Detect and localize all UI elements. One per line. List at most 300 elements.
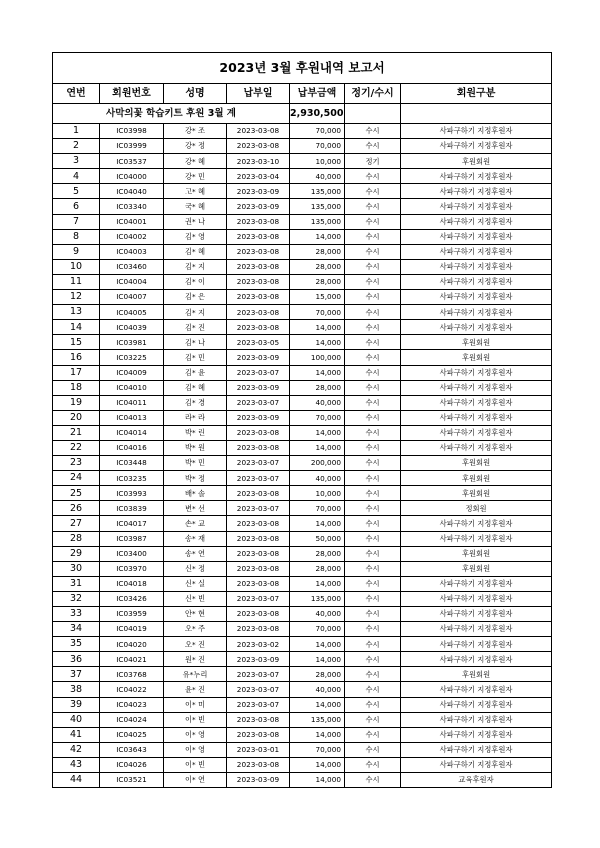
- row-number: 34: [53, 622, 100, 637]
- payment-type: 수시: [345, 561, 401, 576]
- payment-type: 수시: [345, 531, 401, 546]
- payment-date: 2023-03-08: [227, 486, 290, 501]
- member-name: 박* 정: [164, 471, 227, 486]
- member-id: IC04005: [100, 305, 164, 320]
- payment-date: 2023-03-09: [227, 199, 290, 214]
- member-id: IC04010: [100, 380, 164, 395]
- member-name: 김* 혜: [164, 244, 227, 259]
- member-name: 김* 이: [164, 274, 227, 289]
- member-id: IC04021: [100, 652, 164, 667]
- row-number: 42: [53, 742, 100, 757]
- member-id: IC04014: [100, 425, 164, 440]
- member-category: 후원회원: [401, 471, 552, 486]
- table-row: [53, 380, 552, 395]
- table-row: [53, 169, 552, 184]
- payment-date: 2023-03-05: [227, 335, 290, 350]
- table-row: [53, 259, 552, 274]
- payment-type: 수시: [345, 546, 401, 561]
- payment-date: 2023-03-07: [227, 395, 290, 410]
- table-row: [53, 622, 552, 637]
- column-header: 연번: [53, 84, 100, 104]
- payment-amount: 40,000: [290, 607, 345, 622]
- row-number: 10: [53, 259, 100, 274]
- table-row: [53, 395, 552, 410]
- payment-amount: 14,000: [290, 757, 345, 772]
- member-name: 김* 은: [164, 290, 227, 305]
- member-name: 김* 지: [164, 305, 227, 320]
- payment-date: 2023-03-08: [227, 244, 290, 259]
- table-row: [53, 561, 552, 576]
- table-row: [53, 757, 552, 772]
- payment-date: 2023-03-07: [227, 456, 290, 471]
- member-id: IC03999: [100, 139, 164, 154]
- payment-type: 수시: [345, 410, 401, 425]
- payment-amount: 14,000: [290, 229, 345, 244]
- payment-amount: 14,000: [290, 440, 345, 455]
- payment-type: 수시: [345, 637, 401, 652]
- payment-type: 수시: [345, 607, 401, 622]
- payment-amount: 40,000: [290, 682, 345, 697]
- payment-date: 2023-03-08: [227, 757, 290, 772]
- payment-amount: 28,000: [290, 244, 345, 259]
- column-header: 정기/수시: [345, 84, 401, 104]
- payment-type: 수시: [345, 214, 401, 229]
- member-category: 사파구하기 지정후원자: [401, 380, 552, 395]
- payment-date: 2023-03-08: [227, 320, 290, 335]
- payment-type: 수시: [345, 124, 401, 139]
- table-row: [53, 214, 552, 229]
- member-id: IC03993: [100, 486, 164, 501]
- payment-amount: 70,000: [290, 410, 345, 425]
- payment-amount: 100,000: [290, 350, 345, 365]
- table-row: [53, 773, 552, 788]
- member-id: IC03987: [100, 531, 164, 546]
- payment-amount: 40,000: [290, 395, 345, 410]
- member-category: 사파구하기 지정후원자: [401, 169, 552, 184]
- payment-type: 수시: [345, 682, 401, 697]
- row-number: 20: [53, 410, 100, 425]
- member-name: 강* 혜: [164, 154, 227, 169]
- row-number: 30: [53, 561, 100, 576]
- table-row: [53, 712, 552, 727]
- header-row: [53, 84, 552, 104]
- member-name: 김* 혜: [164, 380, 227, 395]
- member-id: IC04002: [100, 229, 164, 244]
- payment-date: 2023-03-08: [227, 139, 290, 154]
- row-number: 36: [53, 652, 100, 667]
- member-id: IC03235: [100, 471, 164, 486]
- member-category: 사파구하기 지정후원자: [401, 531, 552, 546]
- donation-report-table: [52, 52, 552, 788]
- payment-amount: 200,000: [290, 456, 345, 471]
- member-category: 사파구하기 지정후원자: [401, 259, 552, 274]
- payment-date: 2023-03-09: [227, 773, 290, 788]
- row-number: 11: [53, 274, 100, 289]
- member-name: 강* 조: [164, 124, 227, 139]
- row-number: 24: [53, 471, 100, 486]
- member-name: 오* 진: [164, 637, 227, 652]
- member-id: IC04007: [100, 290, 164, 305]
- row-number: 44: [53, 773, 100, 788]
- payment-type: 수시: [345, 274, 401, 289]
- table-row: [53, 410, 552, 425]
- member-name: 이* 영: [164, 727, 227, 742]
- payment-date: 2023-03-08: [227, 290, 290, 305]
- table-row: [53, 637, 552, 652]
- payment-amount: 15,000: [290, 290, 345, 305]
- member-id: IC04003: [100, 244, 164, 259]
- member-category: 사파구하기 지정후원자: [401, 440, 552, 455]
- member-category: 사파구하기 지정후원자: [401, 637, 552, 652]
- payment-type: 수시: [345, 757, 401, 772]
- row-number: 19: [53, 395, 100, 410]
- member-name: 박* 민: [164, 456, 227, 471]
- row-number: 31: [53, 576, 100, 591]
- member-id: IC04019: [100, 622, 164, 637]
- member-category: 사파구하기 지정후원자: [401, 516, 552, 531]
- payment-date: 2023-03-08: [227, 546, 290, 561]
- payment-date: 2023-03-02: [227, 637, 290, 652]
- payment-amount: 14,000: [290, 637, 345, 652]
- member-category: 사파구하기 지정후원자: [401, 712, 552, 727]
- member-name: 강* 정: [164, 139, 227, 154]
- payment-date: 2023-03-08: [227, 576, 290, 591]
- member-name: 윤* 진: [164, 682, 227, 697]
- member-name: 강* 민: [164, 169, 227, 184]
- member-category: 사파구하기 지정후원자: [401, 576, 552, 591]
- payment-date: 2023-03-08: [227, 712, 290, 727]
- member-id: IC03225: [100, 350, 164, 365]
- payment-type: 수시: [345, 456, 401, 471]
- summary-total: 2,930,500: [290, 104, 345, 124]
- payment-amount: 14,000: [290, 425, 345, 440]
- payment-date: 2023-03-10: [227, 154, 290, 169]
- member-name: 김* 영: [164, 229, 227, 244]
- member-name: 김* 진: [164, 320, 227, 335]
- payment-amount: 14,000: [290, 773, 345, 788]
- payment-date: 2023-03-08: [227, 214, 290, 229]
- payment-amount: 70,000: [290, 139, 345, 154]
- member-name: 김* 지: [164, 259, 227, 274]
- table-row: [53, 516, 552, 531]
- member-id: IC04023: [100, 697, 164, 712]
- member-id: IC04004: [100, 274, 164, 289]
- row-number: 37: [53, 667, 100, 682]
- payment-amount: 135,000: [290, 712, 345, 727]
- member-category: 사파구하기 지정후원자: [401, 395, 552, 410]
- member-category: 사파구하기 지정후원자: [401, 229, 552, 244]
- payment-amount: 14,000: [290, 320, 345, 335]
- member-name: 박* 린: [164, 425, 227, 440]
- member-category: 후원회원: [401, 486, 552, 501]
- member-name: 이* 미: [164, 697, 227, 712]
- payment-amount: 70,000: [290, 622, 345, 637]
- payment-type: 수시: [345, 697, 401, 712]
- payment-date: 2023-03-09: [227, 652, 290, 667]
- column-header: 회원번호: [100, 84, 164, 104]
- member-id: IC03460: [100, 259, 164, 274]
- member-category: 사파구하기 지정후원자: [401, 757, 552, 772]
- member-id: IC03768: [100, 667, 164, 682]
- table-row: [53, 471, 552, 486]
- table-row: [53, 154, 552, 169]
- payment-type: 수시: [345, 501, 401, 516]
- payment-date: 2023-03-09: [227, 380, 290, 395]
- member-category: 사파구하기 지정후원자: [401, 305, 552, 320]
- payment-date: 2023-03-09: [227, 184, 290, 199]
- payment-type: 수시: [345, 727, 401, 742]
- member-category: 사파구하기 지정후원자: [401, 727, 552, 742]
- payment-date: 2023-03-08: [227, 305, 290, 320]
- payment-type: 수시: [345, 335, 401, 350]
- member-category: 사파구하기 지정후원자: [401, 425, 552, 440]
- table-row: [53, 501, 552, 516]
- member-name: 김* 경: [164, 395, 227, 410]
- payment-date: 2023-03-09: [227, 410, 290, 425]
- payment-date: 2023-03-08: [227, 622, 290, 637]
- payment-type: 수시: [345, 184, 401, 199]
- row-number: 32: [53, 591, 100, 606]
- member-category: 사파구하기 지정후원자: [401, 622, 552, 637]
- table-row: [53, 305, 552, 320]
- row-number: 23: [53, 456, 100, 471]
- payment-type: 수시: [345, 305, 401, 320]
- table-row: [53, 350, 552, 365]
- member-name: 배* 솔: [164, 486, 227, 501]
- payment-type: 수시: [345, 576, 401, 591]
- member-id: IC03448: [100, 456, 164, 471]
- payment-amount: 50,000: [290, 531, 345, 546]
- payment-amount: 28,000: [290, 667, 345, 682]
- row-number: 2: [53, 139, 100, 154]
- member-category: 사파구하기 지정후원자: [401, 697, 552, 712]
- payment-date: 2023-03-04: [227, 169, 290, 184]
- payment-amount: 135,000: [290, 591, 345, 606]
- member-category: 사파구하기 지정후원자: [401, 124, 552, 139]
- member-id: IC04025: [100, 727, 164, 742]
- member-name: 송* 재: [164, 531, 227, 546]
- payment-type: 수시: [345, 486, 401, 501]
- table-row: [53, 667, 552, 682]
- table-row: [53, 456, 552, 471]
- row-number: 33: [53, 607, 100, 622]
- payment-date: 2023-03-07: [227, 697, 290, 712]
- member-id: IC04040: [100, 184, 164, 199]
- row-number: 17: [53, 365, 100, 380]
- member-category: 후원회원: [401, 335, 552, 350]
- member-category: 후원회원: [401, 154, 552, 169]
- row-number: 26: [53, 501, 100, 516]
- table-row: [53, 607, 552, 622]
- payment-type: 수시: [345, 425, 401, 440]
- table-row: [53, 244, 552, 259]
- payment-date: 2023-03-09: [227, 350, 290, 365]
- row-number: 12: [53, 290, 100, 305]
- member-id: IC04000: [100, 169, 164, 184]
- payment-type: 수시: [345, 380, 401, 395]
- member-id: IC04024: [100, 712, 164, 727]
- row-number: 43: [53, 757, 100, 772]
- payment-type: 수시: [345, 290, 401, 305]
- payment-date: 2023-03-07: [227, 591, 290, 606]
- payment-amount: 28,000: [290, 274, 345, 289]
- payment-amount: 70,000: [290, 501, 345, 516]
- table-row: [53, 139, 552, 154]
- payment-date: 2023-03-08: [227, 561, 290, 576]
- payment-type: 수시: [345, 320, 401, 335]
- column-header: 성명: [164, 84, 227, 104]
- table-row: [53, 124, 552, 139]
- member-category: 교육후원자: [401, 773, 552, 788]
- table-row: [53, 742, 552, 757]
- member-name: 이* 빈: [164, 757, 227, 772]
- member-name: 유*누리: [164, 667, 227, 682]
- row-number: 16: [53, 350, 100, 365]
- member-name: 손* 교: [164, 516, 227, 531]
- row-number: 8: [53, 229, 100, 244]
- payment-date: 2023-03-08: [227, 229, 290, 244]
- payment-amount: 28,000: [290, 546, 345, 561]
- table-row: [53, 546, 552, 561]
- payment-amount: 10,000: [290, 486, 345, 501]
- member-id: IC03537: [100, 154, 164, 169]
- member-name: 신* 정: [164, 561, 227, 576]
- payment-type: 수시: [345, 395, 401, 410]
- table-row: [53, 727, 552, 742]
- payment-date: 2023-03-08: [227, 259, 290, 274]
- table-row: [53, 697, 552, 712]
- member-name: 신* 빈: [164, 591, 227, 606]
- member-id: IC03959: [100, 607, 164, 622]
- member-id: IC03998: [100, 124, 164, 139]
- payment-type: 수시: [345, 440, 401, 455]
- member-category: 사파구하기 지정후원자: [401, 244, 552, 259]
- payment-type: 정기: [345, 154, 401, 169]
- row-number: 38: [53, 682, 100, 697]
- member-name: 이* 영: [164, 742, 227, 757]
- payment-date: 2023-03-08: [227, 727, 290, 742]
- table-row: [53, 425, 552, 440]
- report-title: 2023년 3월 후원내역 보고서: [53, 53, 552, 84]
- member-category: 사파구하기 지정후원자: [401, 591, 552, 606]
- payment-date: 2023-03-08: [227, 425, 290, 440]
- member-category: 후원회원: [401, 456, 552, 471]
- payment-type: 수시: [345, 773, 401, 788]
- row-number: 21: [53, 425, 100, 440]
- payment-amount: 70,000: [290, 305, 345, 320]
- payment-type: 수시: [345, 667, 401, 682]
- table-row: [53, 531, 552, 546]
- payment-amount: 135,000: [290, 199, 345, 214]
- member-name: 오* 주: [164, 622, 227, 637]
- row-number: 15: [53, 335, 100, 350]
- payment-type: 수시: [345, 591, 401, 606]
- table-row: [53, 576, 552, 591]
- member-name: 국* 혜: [164, 199, 227, 214]
- member-name: 김* 나: [164, 335, 227, 350]
- member-id: IC03643: [100, 742, 164, 757]
- member-name: 라* 라: [164, 410, 227, 425]
- row-number: 29: [53, 546, 100, 561]
- member-category: 후원회원: [401, 350, 552, 365]
- row-number: 6: [53, 199, 100, 214]
- payment-type: 수시: [345, 516, 401, 531]
- member-id: IC03426: [100, 591, 164, 606]
- member-id: IC04022: [100, 682, 164, 697]
- column-header: 납부금액: [290, 84, 345, 104]
- row-number: 3: [53, 154, 100, 169]
- member-name: 원* 진: [164, 652, 227, 667]
- member-category: 사파구하기 지정후원자: [401, 139, 552, 154]
- table-row: [53, 591, 552, 606]
- payment-amount: 14,000: [290, 652, 345, 667]
- member-name: 이* 연: [164, 773, 227, 788]
- payment-date: 2023-03-01: [227, 742, 290, 757]
- member-id: IC04020: [100, 637, 164, 652]
- payment-amount: 10,000: [290, 154, 345, 169]
- member-id: IC04016: [100, 440, 164, 455]
- table-row: [53, 290, 552, 305]
- member-id: IC04017: [100, 516, 164, 531]
- payment-date: 2023-03-08: [227, 124, 290, 139]
- payment-amount: 14,000: [290, 697, 345, 712]
- member-name: 변* 선: [164, 501, 227, 516]
- payment-amount: 40,000: [290, 169, 345, 184]
- summary-row: [53, 104, 552, 124]
- payment-type: 수시: [345, 365, 401, 380]
- row-number: 1: [53, 124, 100, 139]
- member-category: 후원회원: [401, 561, 552, 576]
- member-id: IC03400: [100, 546, 164, 561]
- payment-date: 2023-03-07: [227, 667, 290, 682]
- table-row: [53, 320, 552, 335]
- payment-amount: 28,000: [290, 561, 345, 576]
- member-id: IC03340: [100, 199, 164, 214]
- member-id: IC04026: [100, 757, 164, 772]
- member-category: 사파구하기 지정후원자: [401, 607, 552, 622]
- payment-date: 2023-03-07: [227, 682, 290, 697]
- row-number: 13: [53, 305, 100, 320]
- payment-amount: 28,000: [290, 259, 345, 274]
- payment-date: 2023-03-07: [227, 365, 290, 380]
- row-number: 5: [53, 184, 100, 199]
- row-number: 28: [53, 531, 100, 546]
- row-number: 22: [53, 440, 100, 455]
- member-name: 고* 혜: [164, 184, 227, 199]
- row-number: 9: [53, 244, 100, 259]
- table-row: [53, 229, 552, 244]
- member-name: 박* 원: [164, 440, 227, 455]
- table-row: [53, 486, 552, 501]
- payment-date: 2023-03-08: [227, 607, 290, 622]
- member-id: IC04001: [100, 214, 164, 229]
- row-number: 14: [53, 320, 100, 335]
- payment-amount: 135,000: [290, 184, 345, 199]
- payment-type: 수시: [345, 259, 401, 274]
- member-id: IC03970: [100, 561, 164, 576]
- member-id: IC03521: [100, 773, 164, 788]
- table-row: [53, 440, 552, 455]
- table-row: [53, 199, 552, 214]
- payment-date: 2023-03-08: [227, 531, 290, 546]
- payment-type: 수시: [345, 169, 401, 184]
- member-id: IC04039: [100, 320, 164, 335]
- payment-amount: 14,000: [290, 576, 345, 591]
- table-row: [53, 274, 552, 289]
- payment-amount: 14,000: [290, 365, 345, 380]
- payment-type: 수시: [345, 350, 401, 365]
- member-category: 사파구하기 지정후원자: [401, 682, 552, 697]
